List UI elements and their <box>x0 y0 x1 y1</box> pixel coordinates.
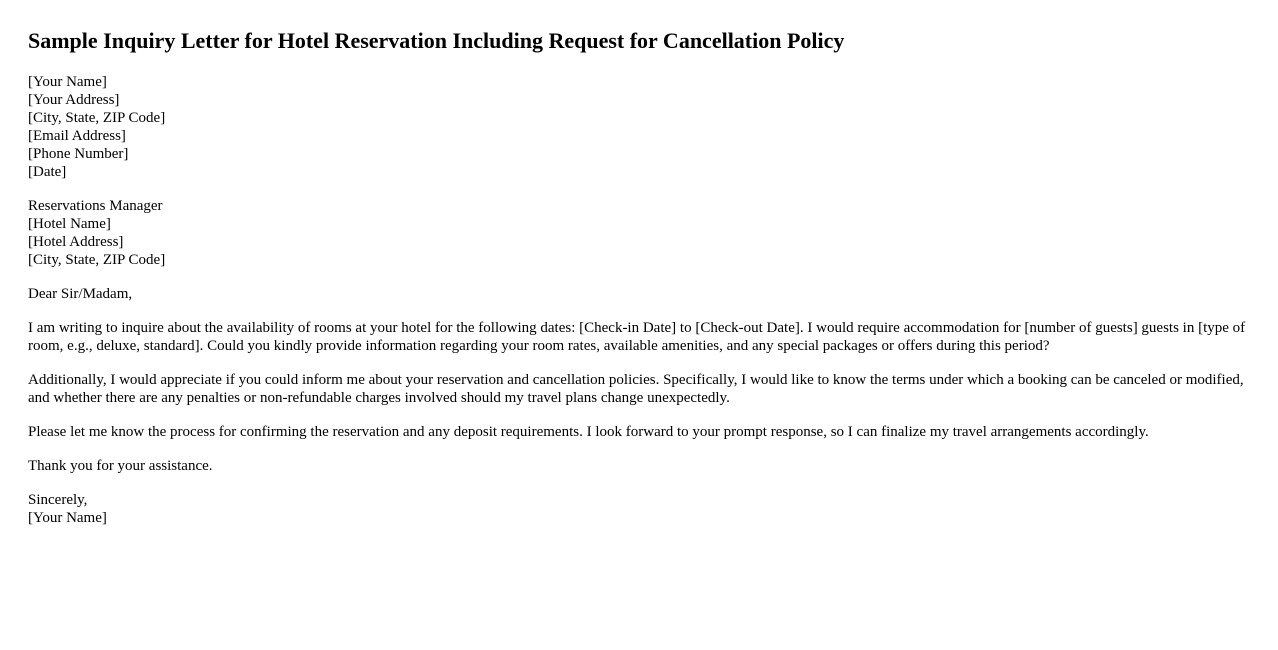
signature-name: [Your Name] <box>28 510 107 526</box>
sender-city-state-zip: [City, State, ZIP Code] <box>28 110 166 126</box>
recipient-city-state-zip: [City, State, ZIP Code] <box>28 252 166 268</box>
salutation: Dear Sir/Madam, <box>28 286 133 302</box>
body-paragraph-inquiry: I am writing to inquire about the availability of rooms at your hotel for the following dates: [Check-in Date] to [Check-out Date]. I would require accommodation for [number of guests] guests in [type of room, e.g., deluxe, standard]. Could you kindly provide information regarding your room rates, available amenities, and any special packages or offers during this period? <box>28 320 1246 354</box>
sender-address-block <box>28 73 1250 181</box>
closing-phrase: Sincerely, <box>28 492 88 508</box>
sender-phone: [Phone Number] <box>28 146 129 162</box>
recipient-title: Reservations Manager <box>28 198 163 214</box>
recipient-address-block <box>28 197 1250 269</box>
letter-date: [Date] <box>28 164 67 180</box>
sender-email: [Email Address] <box>28 128 126 144</box>
recipient-hotel-address: [Hotel Address] <box>28 234 124 250</box>
page-title: Sample Inquiry Letter for Hotel Reservation Including Request for Cancellation Policy <box>28 28 845 53</box>
recipient-hotel-name: [Hotel Name] <box>28 216 111 232</box>
body-paragraph-cancellation-policy: Additionally, I would appreciate if you could inform me about your reservation and cancellation policies. Specifically, I would like to know the terms under which a booking can be canceled or modified, and whether there are any penalties or non-refundable charges involved should my travel plans change unexpectedly. <box>28 372 1244 406</box>
sender-address: [Your Address] <box>28 92 120 108</box>
body-paragraph-thanks: Thank you for your assistance. <box>28 458 213 474</box>
sender-name: [Your Name] <box>28 74 107 90</box>
closing-block <box>28 491 1250 527</box>
body-paragraph-confirmation: Please let me know the process for confirming the reservation and any deposit requirements. I look forward to your prompt response, so I can finalize my travel arrangements accordingly. <box>28 424 1149 440</box>
